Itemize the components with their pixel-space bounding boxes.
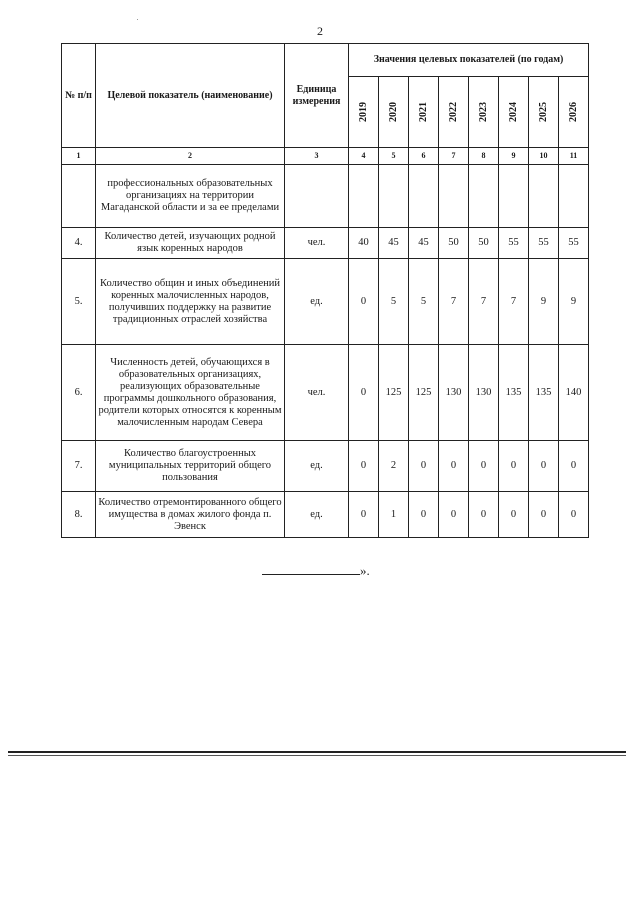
- column-number: 5: [379, 148, 409, 165]
- row-value: 0: [559, 441, 589, 492]
- column-number-row: [62, 148, 589, 165]
- row-num: 4.: [62, 228, 96, 259]
- header-year: 2025: [529, 77, 559, 148]
- row-value: [529, 165, 559, 228]
- table-row: [62, 492, 589, 538]
- row-value: 135: [499, 345, 529, 441]
- row-value: 0: [469, 441, 499, 492]
- row-value: 50: [469, 228, 499, 259]
- row-value: [469, 165, 499, 228]
- page-number: 2: [317, 24, 323, 38]
- row-value: 125: [379, 345, 409, 441]
- header-values-group: Значения целевых показателей (по годам): [349, 44, 589, 77]
- table-row: [62, 441, 589, 492]
- row-name: Численность детей, обучающихся в образовательных организациях, реализующих образовательные программы дошкольного образования, родители которых относятся к коренным малочисленным народам Севера: [96, 345, 285, 441]
- footer-divider: [8, 751, 626, 753]
- signature-underline: [262, 565, 360, 575]
- column-number: 11: [559, 148, 589, 165]
- row-value: 0: [349, 345, 379, 441]
- row-value: [559, 165, 589, 228]
- row-value: 0: [439, 441, 469, 492]
- row-value: 0: [499, 492, 529, 538]
- row-value: 1: [379, 492, 409, 538]
- row-value: 135: [529, 345, 559, 441]
- column-number: 1: [62, 148, 96, 165]
- row-value: 140: [559, 345, 589, 441]
- column-number: 9: [499, 148, 529, 165]
- row-value: 50: [439, 228, 469, 259]
- row-unit: ед.: [285, 492, 349, 538]
- row-value: 0: [349, 441, 379, 492]
- table-row: [62, 345, 589, 441]
- row-value: 0: [409, 441, 439, 492]
- row-value: [499, 165, 529, 228]
- row-value: 130: [439, 345, 469, 441]
- row-value: 40: [349, 228, 379, 259]
- row-value: 5: [409, 259, 439, 345]
- row-value: [409, 165, 439, 228]
- row-unit: ед.: [285, 441, 349, 492]
- row-value: 0: [529, 492, 559, 538]
- table-row: [62, 259, 589, 345]
- row-value: 0: [349, 259, 379, 345]
- row-value: 0: [529, 441, 559, 492]
- row-unit: [285, 165, 349, 228]
- row-value: 0: [559, 492, 589, 538]
- row-num: 7.: [62, 441, 96, 492]
- row-value: 7: [439, 259, 469, 345]
- column-number: 2: [96, 148, 285, 165]
- row-value: 125: [409, 345, 439, 441]
- table-row: [62, 165, 589, 228]
- header-year: 2026: [559, 77, 589, 148]
- row-num: 6.: [62, 345, 96, 441]
- row-value: 5: [379, 259, 409, 345]
- row-value: 55: [499, 228, 529, 259]
- row-name: профессиональных образовательных организациях на территории Магаданской области и за ее пределами: [96, 165, 285, 228]
- row-unit: чел.: [285, 228, 349, 259]
- row-unit: ед.: [285, 259, 349, 345]
- row-value: 0: [469, 492, 499, 538]
- header-num: № п/п: [62, 44, 96, 148]
- row-value: 0: [349, 492, 379, 538]
- row-value: 55: [529, 228, 559, 259]
- row-value: 0: [499, 441, 529, 492]
- row-name: Количество благоустроенных муниципальных территорий общего пользования: [96, 441, 285, 492]
- header-year: 2021: [409, 77, 439, 148]
- row-value: 9: [559, 259, 589, 345]
- header-unit: Единица измерения: [285, 44, 349, 148]
- closing-line: [262, 563, 370, 579]
- row-value: 9: [529, 259, 559, 345]
- header-year: 2023: [469, 77, 499, 148]
- header-year: 2019: [349, 77, 379, 148]
- column-number: 8: [469, 148, 499, 165]
- row-num: 5.: [62, 259, 96, 345]
- row-num: [62, 165, 96, 228]
- row-name: Количество общин и иных объединений коренных малочисленных народов, получивших поддержку на развитие традиционных отраслей хозяйства: [96, 259, 285, 345]
- column-number: 4: [349, 148, 379, 165]
- row-value: 0: [409, 492, 439, 538]
- header-year: 2020: [379, 77, 409, 148]
- row-value: [349, 165, 379, 228]
- table-row: [62, 228, 589, 259]
- column-number: 3: [285, 148, 349, 165]
- row-name: Количество детей, изучающих родной язык коренных народов: [96, 228, 285, 259]
- header-year: 2022: [439, 77, 469, 148]
- column-number: 6: [409, 148, 439, 165]
- row-value: [439, 165, 469, 228]
- header-year: 2024: [499, 77, 529, 148]
- closing-quote: ».: [360, 563, 370, 578]
- row-value: 45: [409, 228, 439, 259]
- row-value: 2: [379, 441, 409, 492]
- row-value: 0: [439, 492, 469, 538]
- header-row-1: [62, 44, 589, 77]
- targets-table: [61, 43, 589, 538]
- row-value: 45: [379, 228, 409, 259]
- scan-speck: [137, 19, 138, 20]
- header-name: Целевой показатель (наименование): [96, 44, 285, 148]
- row-value: 7: [469, 259, 499, 345]
- row-unit: чел.: [285, 345, 349, 441]
- row-name: Количество отремонтированного общего имущества в домах жилого фонда п. Эвенск: [96, 492, 285, 538]
- column-number: 10: [529, 148, 559, 165]
- row-value: 130: [469, 345, 499, 441]
- row-value: 7: [499, 259, 529, 345]
- row-num: 8.: [62, 492, 96, 538]
- footer-divider-thin: [8, 755, 626, 756]
- column-number: 7: [439, 148, 469, 165]
- row-value: [379, 165, 409, 228]
- row-value: 55: [559, 228, 589, 259]
